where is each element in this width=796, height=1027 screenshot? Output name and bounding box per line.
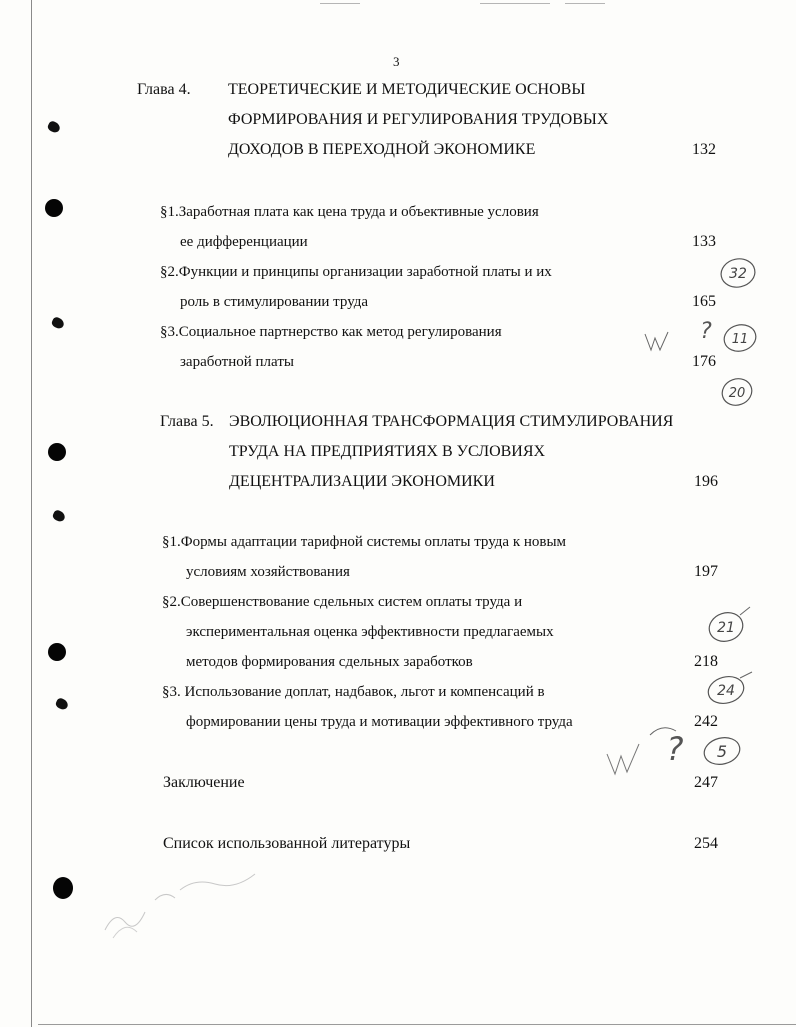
note-20-text: 20 bbox=[728, 386, 746, 401]
pencil-question-mark bbox=[660, 726, 690, 770]
note-24-text: 24 bbox=[717, 683, 735, 699]
chapter-4-title-line-1: ТЕОРЕТИЧЕСКИЕ И МЕТОДИЧЕСКИЕ ОСНОВЫ bbox=[228, 81, 586, 98]
bibliography-label: Список использованной литературы bbox=[163, 835, 411, 852]
question-mark-text: ? bbox=[666, 730, 684, 768]
ch5-section-2-line-3: методов формирования сдельных заработков bbox=[186, 654, 473, 670]
chapter-5-label: Глава 5. bbox=[160, 413, 214, 430]
faint-pencil-scribble bbox=[95, 860, 275, 940]
binder-speck bbox=[50, 316, 65, 330]
binder-speck bbox=[51, 509, 66, 523]
chapter-5-title-line-2: ТРУДА НА ПРЕДПРИЯТИЯХ В УСЛОВИЯХ bbox=[229, 443, 546, 460]
ch5-section-2-page: 218 bbox=[694, 653, 718, 670]
ch5-section-3-page: 242 bbox=[694, 713, 718, 730]
scan-top-mark bbox=[320, 3, 360, 4]
page-number: 3 bbox=[393, 54, 400, 69]
conclusion-page: 247 bbox=[694, 774, 718, 791]
pencil-circle-note bbox=[702, 668, 756, 708]
note-11-text: 11 bbox=[731, 332, 749, 347]
chapter-4-title-line-3: ДОХОДОВ В ПЕРЕХОДНОЙ ЭКОНОМИКЕ bbox=[228, 141, 536, 158]
binder-hole bbox=[53, 877, 73, 899]
pencil-circle-note bbox=[718, 375, 756, 409]
chapter-5-title-line-1: ЭВОЛЮЦИОННАЯ ТРАНСФОРМАЦИЯ СТИМУЛИРОВАНИЯ bbox=[229, 413, 674, 430]
pencil-check-mark bbox=[643, 330, 671, 354]
scan-left-edge bbox=[31, 0, 32, 1027]
ch4-section-1-line-1: §1.Заработная плата как цена труда и объективные условия bbox=[160, 204, 539, 220]
pencil-circle-note bbox=[700, 733, 744, 769]
question-mark-text: ? bbox=[700, 319, 712, 344]
ch5-section-1-line-2: условиям хозяйствования bbox=[186, 564, 350, 580]
note-32-text: 32 bbox=[729, 266, 747, 282]
chapter-4-page: 132 bbox=[692, 141, 716, 158]
ch5-section-2-line-1: §2.Совершенствование сдельных систем оплаты труда и bbox=[162, 594, 523, 610]
binder-hole bbox=[48, 443, 66, 461]
chapter-4-title-line-2: ФОРМИРОВАНИЯ И РЕГУЛИРОВАНИЯ ТРУДОВЫХ bbox=[228, 111, 609, 128]
scan-bottom-edge bbox=[38, 1024, 796, 1025]
binder-hole bbox=[45, 199, 63, 217]
ch5-section-1-line-1: §1.Формы адаптации тарифной системы оплаты труда к новым bbox=[162, 534, 567, 550]
ch4-section-3-line-2: заработной платы bbox=[180, 354, 294, 370]
ch5-section-2-line-2: экспериментальная оценка эффективности предлагаемых bbox=[186, 624, 554, 640]
ch4-section-2-line-1: §2.Функции и принципы организации заработной платы и их bbox=[160, 264, 552, 280]
note-5-text: 5 bbox=[716, 742, 728, 761]
ch4-section-2-page: 165 bbox=[692, 293, 716, 310]
ch4-section-3-page: 176 bbox=[692, 353, 716, 370]
bibliography-page: 254 bbox=[694, 835, 718, 852]
ch5-section-3-line-1: §3. Использование доплат, надбавок, льгот и компенсаций в bbox=[162, 684, 545, 700]
scan-top-mark bbox=[565, 3, 605, 4]
pencil-check-mark bbox=[603, 738, 647, 778]
ch4-section-1-line-2: ее дифференциации bbox=[180, 234, 308, 250]
chapter-5-page: 196 bbox=[694, 473, 718, 490]
pencil-circle-note bbox=[704, 605, 752, 645]
ch4-section-3-line-1: §3.Социальное партнерство как метод регулирования bbox=[160, 324, 502, 340]
binder-speck bbox=[46, 120, 61, 134]
ch4-section-1-page: 133 bbox=[692, 233, 716, 250]
ch5-section-3-line-2: формировании цены труда и мотивации эффективного труда bbox=[186, 714, 573, 730]
note-21-text: 21 bbox=[717, 620, 735, 636]
binder-speck bbox=[54, 697, 69, 711]
chapter-4-label: Глава 4. bbox=[137, 81, 191, 98]
conclusion-label: Заключение bbox=[163, 774, 245, 791]
scan-top-mark bbox=[480, 3, 550, 4]
ch5-section-1-page: 197 bbox=[694, 563, 718, 580]
pencil-circle-note bbox=[720, 321, 760, 355]
pencil-question-mark bbox=[696, 316, 716, 344]
chapter-5-title-line-3: ДЕЦЕНТРАЛИЗАЦИИ ЭКОНОМИКИ bbox=[229, 473, 495, 490]
ch4-section-2-line-2: роль в стимулировании труда bbox=[180, 294, 369, 310]
binder-hole bbox=[48, 643, 66, 661]
pencil-circle-note bbox=[718, 255, 758, 291]
